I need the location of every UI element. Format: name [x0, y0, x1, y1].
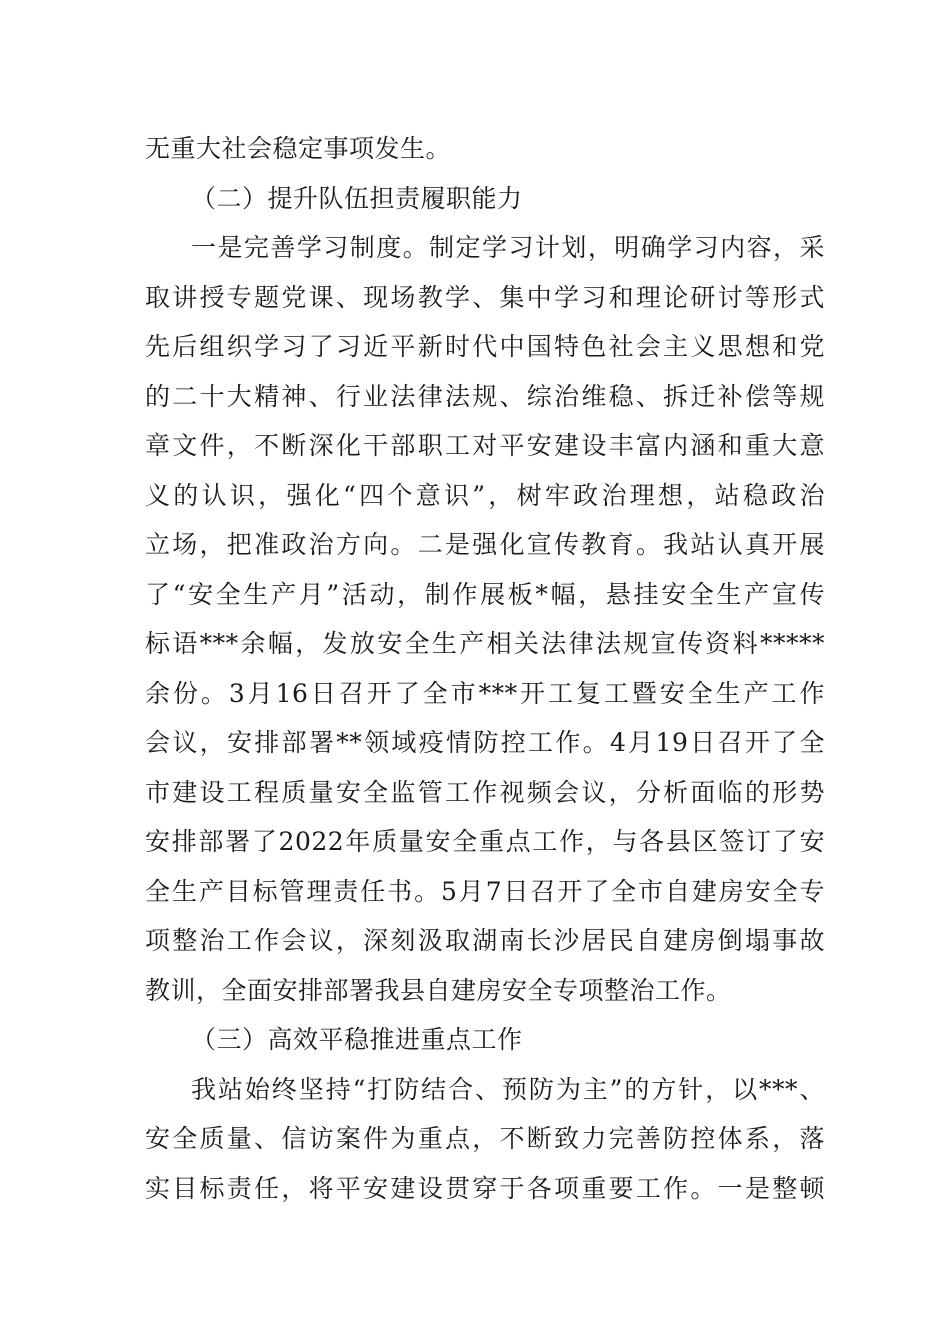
text-line-18: 教训，全面安排部署我县自建房安全专项整治工作。: [145, 975, 732, 1005]
section-heading-2: （二）提升队伍担责履职能力: [191, 183, 523, 213]
text-line-4: 取讲授专题党课、现场教学、集中学习和理论研讨等形式: [145, 282, 825, 312]
text-line-11: 标语***余幅，发放安全生产相关法律法规宣传资料*****: [145, 629, 825, 658]
text-line-15: 安排部署了2022年质量安全重点工作，与各县区签订了安: [145, 827, 825, 856]
text-line-13: 会议，安排部署**领域疫情防控工作。4月19日召开了全: [145, 728, 825, 757]
text-line-10: 了“安全生产月”活动，制作展板*幅，悬挂安全生产宣传: [145, 579, 825, 609]
text-line-3: 一是完善学习制度。制定学习计划，明确学习内容，采: [191, 233, 825, 262]
text-line-6: 的二十大精神、行业法律法规、综治维稳、拆迁补偿等规: [145, 381, 825, 411]
text-line-14: 市建设工程质量安全监管工作视频会议，分析面临的形势: [145, 777, 825, 807]
text-line-5: 先后组织学习了习近平新时代中国特色社会主义思想和党: [145, 332, 825, 361]
text-line-21: 安全质量、信访案件为重点，不断致力完善防控体系，落: [145, 1124, 825, 1153]
text-line-7: 章文件，不断深化干部职工对平安建设丰富内涵和重大意: [145, 431, 825, 460]
document-body: [145, 124, 825, 1213]
text-line-20: 我站始终坚持“打防结合、预防为主”的方针，以***、: [191, 1074, 825, 1104]
text-line-22: 实目标责任，将平安建设贯穿于各项重要工作。一是整顿: [145, 1173, 825, 1203]
text-line-17: 项整治工作会议，深刻汲取湖南长沙居民自建房倒塌事故: [145, 926, 825, 955]
text-line-9: 立场，把准政治方向。二是强化宣传教育。我站认真开展: [145, 530, 825, 559]
section-heading-3: （三）高效平稳推进重点工作: [191, 1025, 523, 1054]
text-line-1: 无重大社会稳定事项发生。: [145, 134, 452, 163]
text-line-8: 义的认识，强化“四个意识”，树牢政治理想，站稳政治: [145, 480, 825, 510]
text-line-12: 余份。3月16日召开了全市***开工复工暨安全生产工作: [145, 678, 825, 708]
text-line-16: 全生产目标管理责任书。5月7日召开了全市自建房安全专: [145, 876, 825, 906]
